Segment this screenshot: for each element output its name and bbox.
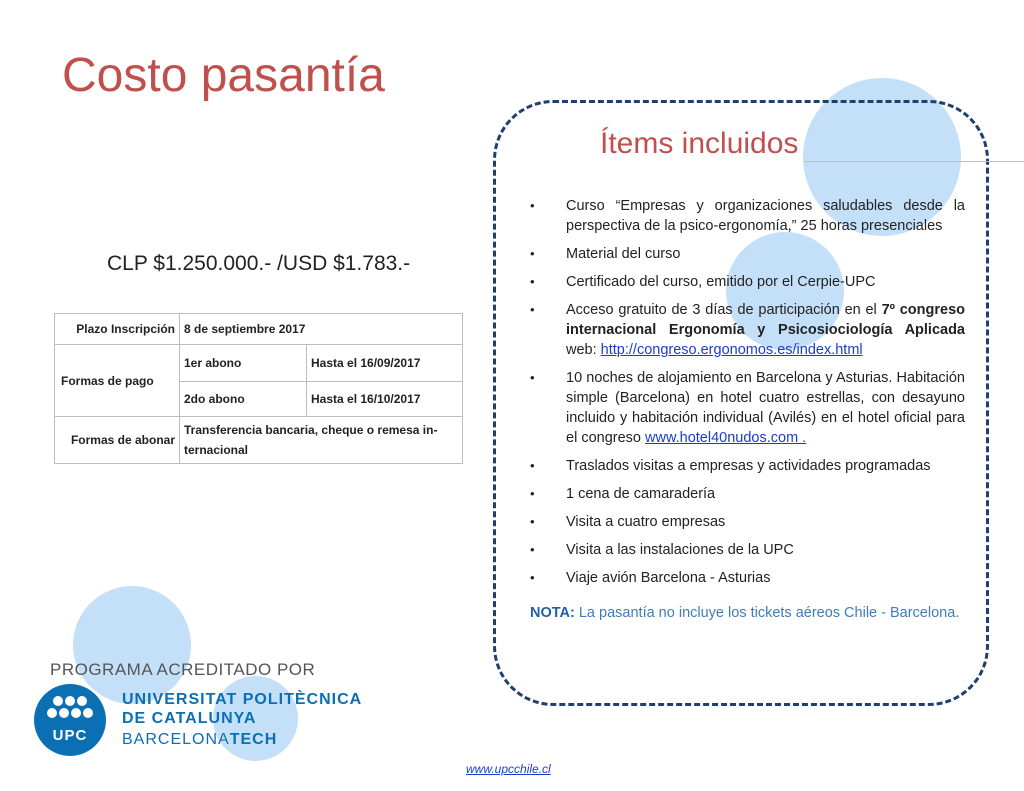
logo-abbr: UPC [52,727,88,744]
deadline-value: 8 de septiembre 2017 [180,314,463,345]
logo-dot [65,696,75,706]
item-text: Visita a las instalaciones de la UPC [566,542,794,558]
table-row [55,314,463,345]
footer-website-link[interactable]: www.upcchile.cl [466,762,551,776]
installment-name: 1er abono [180,345,307,382]
congress-link[interactable]: http://congreso.ergonomos.es/index.html [600,342,863,358]
payment-how-label: Formas de abonar [55,417,180,464]
list-item [530,196,965,236]
item-text: Curso “Empresas y organizaciones saludables desde la perspectiva de la psico-ergonomía,” 25 horas presenciales [566,198,965,234]
list-item [530,272,965,292]
accredited-by-text: PROGRAMA ACREDITADO POR [50,660,316,679]
item-text: 1 cena de camaradería [566,486,716,502]
hotel-link[interactable]: www.hotel40nudos.com . [645,430,807,446]
list-item [530,540,965,560]
bullet-icon: • [530,370,535,385]
item-text: Acceso gratuito de 3 días de participación en el [566,302,882,318]
list-item [530,484,965,504]
table-row [55,345,463,382]
note-text: La pasantía no incluye los tickets aéreos Chile - Barcelona. [574,605,960,621]
logo-dot [71,708,81,718]
bullet-icon: • [530,542,535,557]
tech-text: TECH [229,731,278,748]
bullet-icon: • [530,246,535,261]
university-name-line3 [122,731,277,749]
installment-due: Hasta el 16/09/2017 [307,345,463,382]
table-row [55,417,463,464]
note [530,603,965,623]
divider-line [804,161,1024,162]
university-name-line2: DE CATALUNYA [122,710,257,727]
bullet-icon: • [530,302,535,317]
list-item [530,512,965,532]
list-item [530,568,965,588]
logo-dot [59,708,69,718]
list-item [530,456,965,476]
bullet-icon: • [530,458,535,473]
item-text: web: [566,342,601,358]
congress-name: 7º congreso internacional Ergonomía y Psicosiociología Aplicada [566,302,965,338]
deadline-label: Plazo Inscripción [55,314,180,345]
installment-due: Hasta el 16/10/2017 [307,382,463,417]
item-text: Visita a cuatro empresas [566,514,726,530]
price-text: CLP $1.250.000.- /USD $1.783.- [107,252,411,275]
bullet-icon: • [530,514,535,529]
barcelona-text: BARCELONA [122,731,230,748]
list-item [530,300,965,360]
payment-how-value: Transferencia bancaria, cheque o remesa in-ternacional [180,417,463,464]
included-items-title: Ítems incluidos [600,127,799,160]
item-text: Material del curso [566,246,681,262]
item-text: 10 noches de alojamiento en Barcelona y Asturias. Habitación simple (Barcelona) en hotel cuatro estrellas, con desayuno incluido y habitación individual (Avilés) en el hotel oficial para el congreso [566,370,965,446]
logo-dot [53,696,63,706]
bullet-icon: • [530,198,535,213]
item-text: Traslados visitas a empresas y actividades programadas [566,458,931,474]
logo-dot [47,708,57,718]
bullet-icon: • [530,570,535,585]
item-text: Certificado del curso, emitido por el Cerpie-UPC [566,274,876,290]
item-text: Viaje avión Barcelona - Asturias [566,570,771,586]
logo-dot [77,696,87,706]
page-title: Costo pasantía [62,49,385,102]
bullet-icon: • [530,486,535,501]
payment-methods-label: Formas de pago [55,345,180,417]
bullet-icon: • [530,274,535,289]
note-label: NOTA: [530,605,575,621]
payment-table [54,313,463,464]
included-items-list [530,196,965,596]
logo-dot [83,708,93,718]
installment-name: 2do abono [180,382,307,417]
university-name-line1: UNIVERSITAT POLITÈCNICA [122,691,363,708]
list-item [530,244,965,264]
upc-logo-icon [34,684,106,756]
list-item [530,368,965,448]
decor-circle-bottom-left [73,586,191,704]
